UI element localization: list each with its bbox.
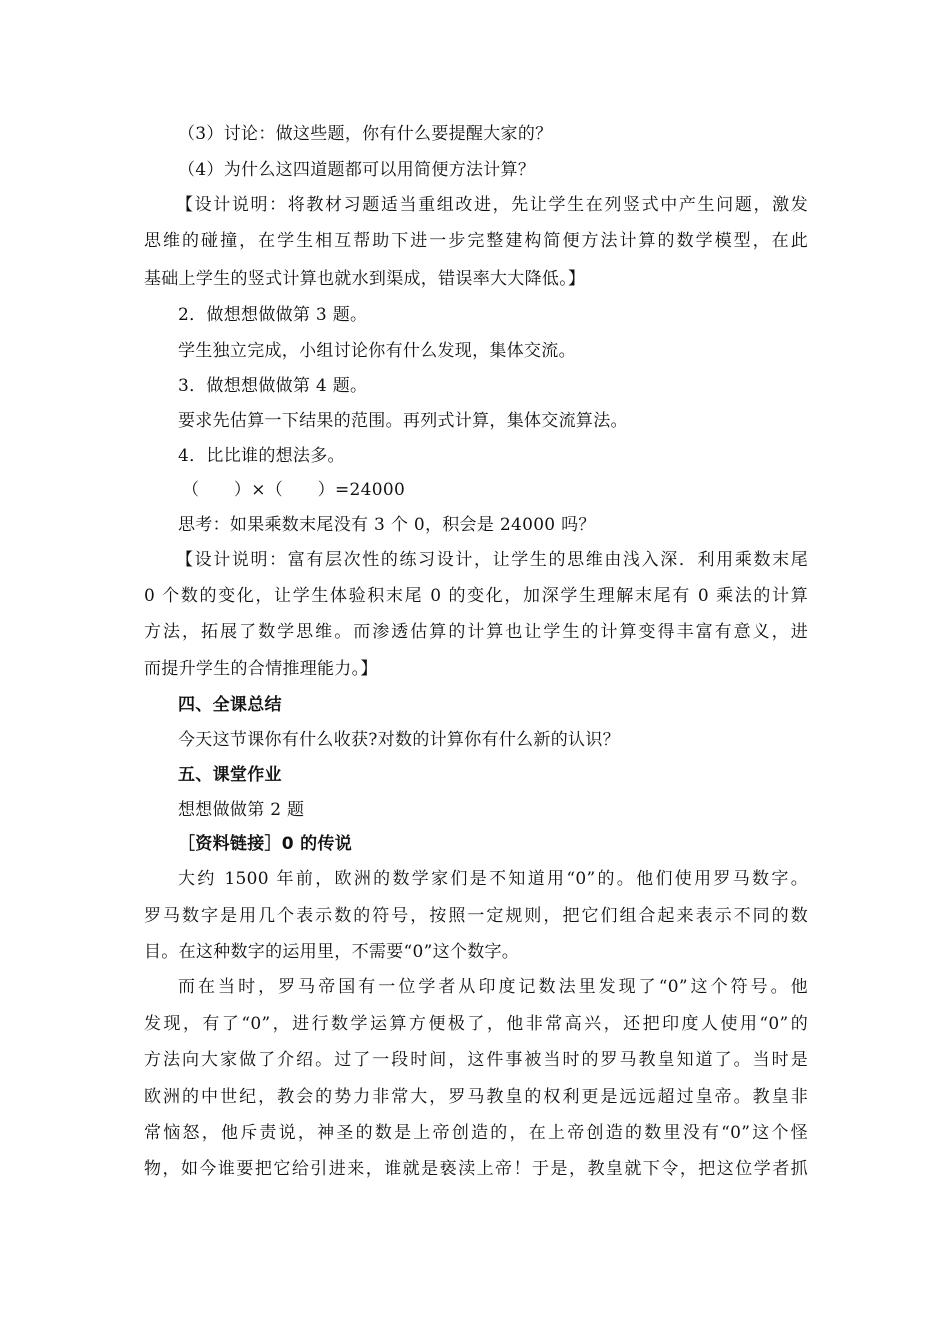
legend-para-1-line-1: 大约 1500 年前，欧洲的数学家们是不知道用“0”的。他们使用罗马数字。: [178, 869, 808, 889]
exercise-3: 3．做想想做做第 4 题。: [178, 376, 368, 396]
question-4: （4）为什么这四道题都可以用简便方法计算？: [178, 160, 536, 180]
design-note-2-line-4: 而提升学生的合情推理能力。】: [144, 659, 378, 679]
legend-para-2-line-6: 物，如今谁要把它给引进来，谁就是亵渎上帝！于是，教皇就下令，把这位学者抓: [144, 1159, 808, 1179]
exercise-2-desc: 学生独立完成，小组讨论你有什么发现，集体交流。: [178, 341, 576, 361]
legend-para-2-line-4: 欧洲的中世纪，教会的势力非常大，罗马教皇的权利更是远远超过皇帝。教皇非: [144, 1087, 808, 1107]
design-note-1-line-2: 思维的碰撞，在学生相互帮助下进一步完整建构简便方法计算的数学模型，在此: [144, 231, 808, 251]
exercise-2: 2．做想想做做第 3 题。: [178, 305, 368, 325]
legend-para-2-line-2: 发现，有了“0”，进行数学运算方便极了，他非常高兴，还把印度人使用“0”的: [144, 1014, 808, 1034]
exercise-3-desc: 要求先估算一下结果的范围。再列式计算，集体交流算法。: [178, 411, 628, 431]
question-3: （3）讨论：做这些题，你有什么要提醒大家的？: [178, 124, 553, 144]
exercise-4: 4．比比谁的想法多。: [178, 446, 345, 466]
thinking-question: 思考：如果乘数末尾没有 3 个 0，积会是 24000 吗？: [178, 515, 596, 535]
design-note-2-line-2: 0 个数的变化，让学生体验积末尾 0 的变化，加深学生理解末尾有 0 乘法的计算: [144, 586, 808, 606]
section-heading-homework: 五、课堂作业: [178, 765, 282, 785]
legend-para-1-line-2: 罗马数字是用几个表示数的符号，按照一定规则，把它们组合起来表示不同的数: [144, 906, 808, 926]
legend-para-1-line-3: 目。在这种数字的运用里，不需要“0”这个数字。: [144, 942, 520, 962]
equation-blank: （ ）×（ ）=24000: [182, 480, 406, 500]
homework-text: 想想做做第 2 题: [178, 800, 305, 820]
resource-link-heading: ［资料链接］0 的传说: [178, 834, 353, 854]
section-heading-summary: 四、全课总结: [178, 695, 282, 715]
legend-para-2-line-3: 方法向大家做了介绍。过了一段时间，这件事被当时的罗马教皇知道了。当时是: [144, 1050, 808, 1070]
legend-para-2-line-5: 常恼怒，他斥责说，神圣的数是上帝创造的，在上帝创造的数里没有“0”这个怪: [144, 1123, 808, 1143]
design-note-2-line-3: 方法，拓展了数学思维。而渗透估算的计算也让学生的计算变得丰富有意义，进: [144, 622, 808, 642]
design-note-1-line-1: 【设计说明：将教材习题适当重组改进，先让学生在列竖式中产生问题，激发: [176, 195, 808, 215]
design-note-2-line-1: 【设计说明：富有层次性的练习设计，让学生的思维由浅入深．利用乘数末尾: [176, 550, 808, 570]
legend-para-2-line-1: 而在当时，罗马帝国有一位学者从印度记数法里发现了“0”这个符号。他: [178, 977, 808, 997]
design-note-1-line-3: 基础上学生的竖式计算也就水到渠成，错误率大大降低。】: [144, 269, 586, 289]
summary-text: 今天这节课你有什么收获?对数的计算你有什么新的认识？: [178, 730, 620, 750]
